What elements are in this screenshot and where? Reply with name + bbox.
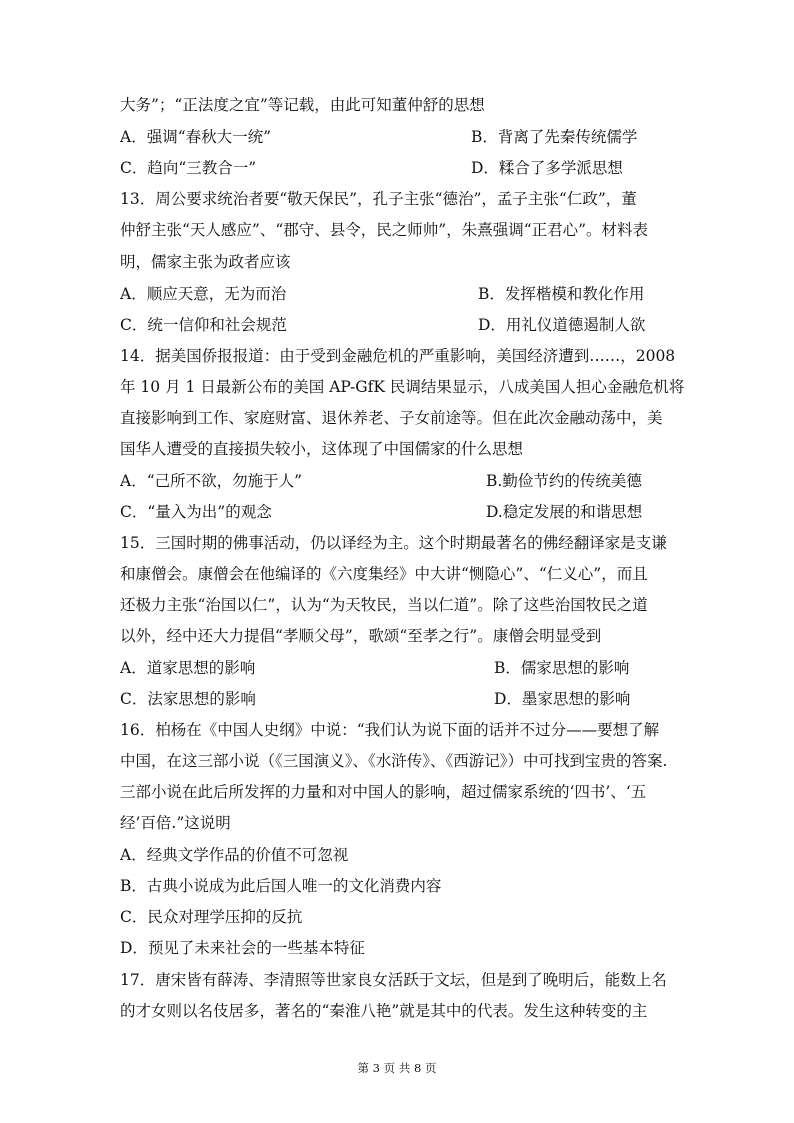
q16-option-d: D．预见了未来社会的一些基本特征 [120,939,365,957]
q15-option-d: D．墨家思想的影响 [494,690,631,708]
q13-option-c: C．统一信仰和社会规范 [120,316,287,334]
q15-stem-line-1: 15．三国时期的佛事活动，仍以译经为主。这个时期最著名的佛经翻译家是支谦 [120,534,667,552]
q15-stem-line-4: 以外，经中还大力提倡“孝顺父母”，歌颂“至孝之行”。康僧会明显受到 [120,627,602,645]
q12-option-a: A．强调“春秋大一统” [120,128,272,146]
q14-stem-line-1: 14．据美国侨报报道：由于受到金融危机的严重影响，美国经济遭到……，2008 [120,347,676,365]
q13-option-a: A．顺应天意，无为而治 [120,285,287,303]
q16-option-a: A．经典文学作品的价值不可忽视 [120,846,349,864]
q14-stem-line-3: 直接影响到工作、家庭财富、退休养老、子女前途等。但在此次金融动荡中，美 [120,409,663,427]
q13-stem-line-1: 13．周公要求统治者要“敬天保民”，孔子主张“德治”，孟子主张“仁政”，董 [120,190,637,208]
q14-option-d: D.稳定发展的和谐思想 [486,503,643,521]
q16-stem-line-2: 中国，在这三部小说（《三国演义》、《水浒传》、《西游记》）中可找到宝贵的答案. [120,752,668,770]
q14-stem-line-2: 年 10 月 1 日最新公布的美国 AP-GfK 民调结果显示，八成美国人担心金融危机将 [120,378,685,396]
q15-stem-line-2: 和康僧会。康僧会在他编译的《六度集经》中大讲“恻隐心”、“仁义心”，而且 [120,565,648,583]
q13-stem-line-3: 明，儒家主张为政者应该 [120,253,291,271]
q13-option-b: B．发挥楷模和教化作用 [478,285,645,303]
q14-option-a: A．“己所不欲，勿施于人” [120,472,303,490]
q16-option-b: B．古典小说成为此后国人唯一的文化消费内容 [120,877,442,895]
q15-stem-line-3: 还极力主张“治国以仁”，认为“为天牧民，当以仁道”。除了这些治国牧民之道 [120,596,648,614]
q16-stem-line-3: 三部小说在此后所发挥的力量和对中国人的影响，超过儒家系统的‘四书’、‘五 [120,783,647,801]
q12-stem-tail: 大务”；“正法度之宜”等记载，由此可知董仲舒的思想 [120,96,485,114]
q15-option-a: A．道家思想的影响 [120,659,256,677]
q14-stem-line-4: 国华人遭受的直接损失较小，这体现了中国儒家的什么思想 [120,440,524,458]
q14-option-c: C．“量入为出”的观念 [120,503,272,521]
q12-option-b: B．背离了先秦传统儒学 [471,128,638,146]
q15-option-b: B．儒家思想的影响 [494,659,630,677]
q16-option-c: C．民众对理学压抑的反抗 [120,908,303,926]
q12-option-d: D．糅合了多学派思想 [471,159,623,177]
q13-option-d: D．用礼仪道德遏制人欲 [478,316,646,334]
q15-option-c: C．法家思想的影响 [120,690,256,708]
q14-option-b: B.勤俭节约的传统美德 [486,472,642,490]
page-number: 第 3 页 共 8 页 [357,1061,437,1075]
q17-stem-line-2: 的才女则以名伎居多，著名的“秦淮八艳”就是其中的代表。发生这种转变的主 [120,1002,648,1020]
q16-stem-line-1: 16．柏杨在《中国人史纲》中说：“我们认为说下面的话并不过分——要想了解 [120,721,660,739]
q13-stem-line-2: 仲舒主张“天人感应”、“郡守、县令，民之师帅”，朱熹强调“正君心”。材料表 [120,221,649,239]
q17-stem-line-1: 17．唐宋皆有薛涛、李清照等世家良女活跃于文坛，但是到了晚明后，能数上名 [120,971,667,989]
q12-option-c: C．趋向“三教合一” [120,159,257,177]
q16-stem-line-4: 经’百倍.”这说明 [120,814,231,832]
